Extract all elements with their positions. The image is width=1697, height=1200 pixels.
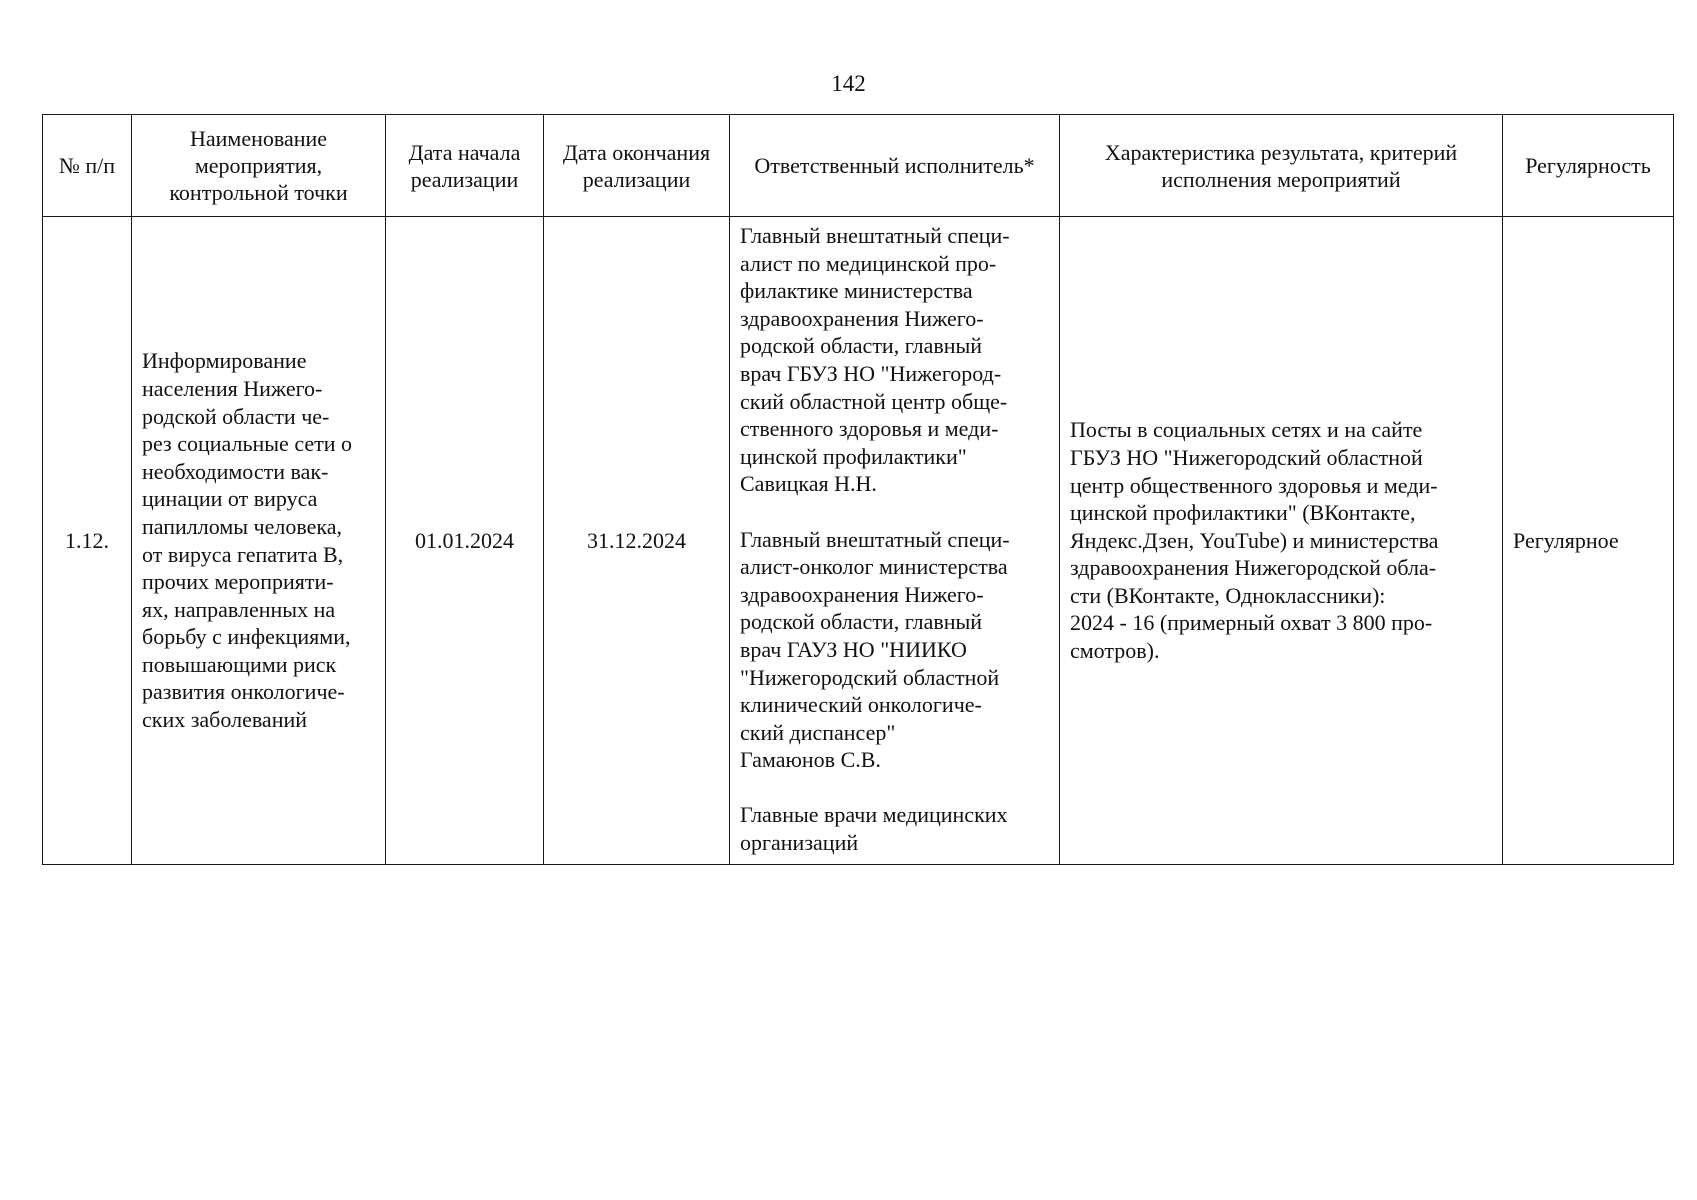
regularity: Регулярное [1503, 217, 1674, 865]
header-number: № п/п [43, 115, 132, 217]
page-number: 142 [831, 71, 866, 96]
activity-name: Информирование населения Нижего- родской области че- рез социальные сети о необходимости вак- цинации от вируса папилломы человека, от вируса гепатита В, прочих мероприяти- ях, направленных на борьбу с инфекциями, повышающими риск развития онкологиче- ских заболеваний [132, 217, 386, 865]
table-header-row [43, 115, 1674, 217]
responsible-executor-2: Главный внештатный специ- алист-онколог министерства здравоохранения Нижего- родской области, главный врач ГАУЗ НО "НИИКО "Нижегородский областной клинический онкологиче- ский диспансер" Гамаюнов С.В. [740, 526, 1010, 773]
start-date: 01.01.2024 [386, 217, 544, 865]
header-responsible: Ответственный исполнитель* [730, 115, 1060, 217]
header-activity-name: Наименование мероприятия, контрольной точки [132, 115, 386, 217]
end-date: 31.12.2024 [544, 217, 730, 865]
header-regularity: Регулярность [1503, 115, 1674, 217]
header-end-date: Дата окончания реализации [544, 115, 730, 217]
responsible-executors [730, 217, 1060, 865]
header-result: Характеристика результата, критерий исполнения мероприятий [1060, 115, 1503, 217]
responsible-executor-1: Главный внештатный специ- алист по медицинской про- филактике министерства здравоохранения Нижего- родской области, главный врач ГБУЗ НО "Нижегород- ский областной центр обще- ственного здоровья и меди- цинской профилактики" Савицкая Н.Н. [740, 223, 1010, 497]
result-criteria: Посты в социальных сетях и на сайте ГБУЗ НО "Нижегородский областной центр общественного здоровья и меди- цинской профилактики" (ВКонтакте, Яндекс.Дзен, YouTube) и министерства здравоохранения Нижегородской обла- сти (ВКонтакте, Одноклассники): 2024 - 16 (примерный охват 3 800 про- смотров). [1060, 217, 1503, 865]
activities-table [42, 114, 1674, 865]
table-row [43, 217, 1674, 865]
row-number: 1.12. [43, 217, 132, 865]
responsible-executor-3: Главные врачи медицинских организаций [740, 802, 1008, 856]
header-start-date: Дата начала реализации [386, 115, 544, 217]
